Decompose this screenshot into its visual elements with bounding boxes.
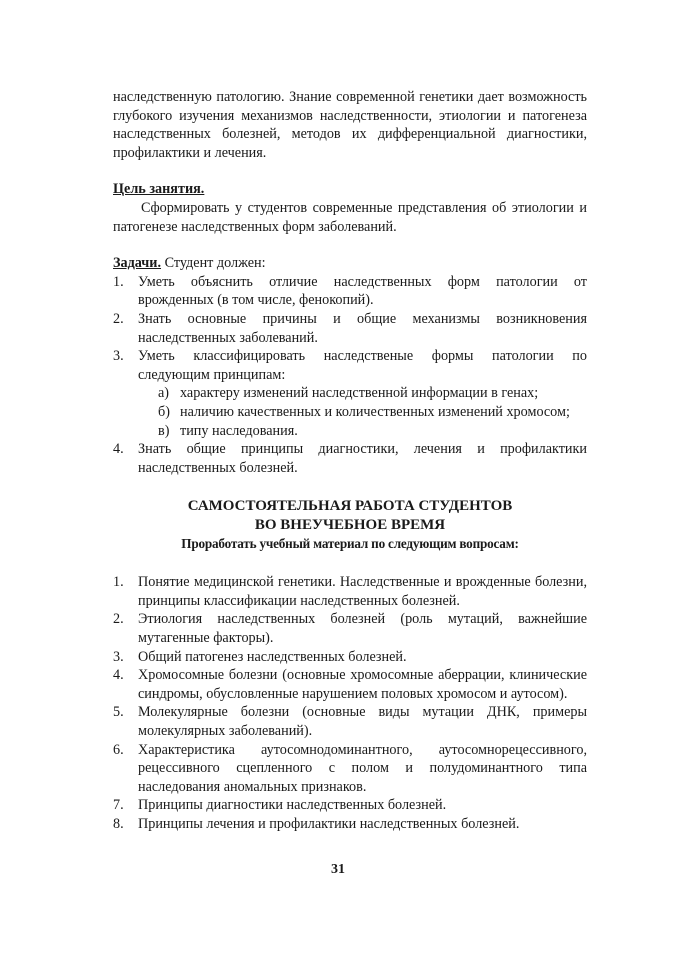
list-item-number: 4. bbox=[113, 667, 124, 684]
list-item-text: Знать основные причины и общие механизмы возникновения наследственных заболеваний. bbox=[138, 310, 587, 346]
goal-label bbox=[113, 180, 587, 199]
list-item-number: 2. bbox=[113, 310, 124, 327]
list-item bbox=[113, 815, 587, 834]
tasks-intro bbox=[113, 254, 587, 273]
list-item-number: 1. bbox=[113, 273, 124, 290]
list-item-text: Этиология наследственных болезней (роль мутаций, важнейшие мутагенные факторы). bbox=[138, 611, 587, 647]
tasks-label: Задачи. bbox=[113, 255, 162, 272]
list-item-number: 1. bbox=[113, 574, 124, 591]
section-heading-line2: ВО ВНЕУЧЕБНОЕ ВРЕМЯ bbox=[254, 517, 446, 534]
list-item-text: Знать общие принципы диагностики, лечения и профилактики наследственных болезней. bbox=[138, 441, 587, 476]
list-item-number: 3. bbox=[113, 348, 124, 365]
list-item-number: 8. bbox=[113, 816, 124, 832]
list-item-text: Принципы диагностики наследственных болезней. bbox=[138, 797, 447, 814]
list-item bbox=[113, 573, 587, 610]
list-item-number: 7. bbox=[113, 797, 124, 814]
section-heading-line1: САМОСТОЯТЕЛЬНАЯ РАБОТА СТУДЕНТОВ bbox=[187, 498, 513, 515]
sublist-item-letter: б) bbox=[158, 403, 170, 420]
page-number: 31 bbox=[331, 862, 345, 877]
list-item-number: 3. bbox=[113, 648, 124, 665]
list-item-number: 2. bbox=[113, 611, 124, 628]
list-item-text: Уметь классифицировать наследственые формы патологии по следующим принципам: bbox=[138, 348, 587, 383]
list-item bbox=[113, 440, 587, 477]
list-item-text: Уметь объяснить отличие наследственных форм патологии от врожденных (в том числе, фенокопий). bbox=[138, 273, 587, 309]
sublist-item bbox=[113, 422, 587, 441]
goal-text: Сформировать у студентов современные представления об этиологии и патогенезе наследственных форм заболеваний. bbox=[113, 199, 587, 235]
tasks-list-continued bbox=[113, 440, 587, 477]
intro-paragraph: наследственную патологию. Знание современной генетики дает возможность глубокого изучения механизмов наследственности, этиологии и патогенеза наследственных болезней, методов их дифференциальной диагностики, профилактики и лечения. bbox=[113, 89, 587, 161]
sublist-item-letter: в) bbox=[158, 422, 170, 439]
sublist-item-text: типу наследования. bbox=[180, 422, 298, 439]
goal-label-text: Цель занятия. bbox=[113, 181, 205, 198]
list-item bbox=[113, 741, 587, 797]
list-item bbox=[113, 310, 587, 347]
list-item-number: 5. bbox=[113, 704, 124, 721]
sublist-item-letter: а) bbox=[158, 385, 170, 402]
tasks-lead: Студент должен: bbox=[164, 255, 266, 272]
list-item-text: Понятие медицинской генетики. Наследственные и врожденные болезни, принципы классификации наследственных болезней. bbox=[138, 574, 587, 609]
sublist-item bbox=[113, 403, 587, 422]
tasks-sublist bbox=[113, 384, 587, 440]
list-item bbox=[113, 666, 587, 703]
sublist-item-text: характеру изменений наследственной информации в генах; bbox=[180, 385, 539, 402]
list-item-number: 4. bbox=[113, 441, 124, 458]
list-item bbox=[113, 347, 587, 384]
section-subheading: Проработать учебный материал по следующим вопросам: bbox=[181, 536, 519, 552]
list-item bbox=[113, 796, 587, 815]
list-item bbox=[113, 273, 587, 310]
list-item-text: Характеристика аутосомнодоминантного, аутосомнорецессивного, рецессивного сцепленного с полом и полудоминантного типа наследования аномальных признаков. bbox=[138, 741, 587, 795]
list-item-number: 6. bbox=[113, 741, 124, 758]
study-questions-list bbox=[113, 573, 587, 833]
list-item-text: Молекулярные болезни (основные виды мутации ДНК, примеры молекулярных заболеваний). bbox=[138, 704, 587, 740]
list-item-text: Общий патогенез наследственных болезней. bbox=[138, 648, 407, 665]
list-item bbox=[113, 610, 587, 647]
page-content bbox=[113, 88, 587, 834]
list-item-text: Хромосомные болезни (основные хромосомные аберрации, клинические синдромы, обусловленные нарушением половых хромосом и аутосом). bbox=[138, 667, 587, 702]
sublist-item-text: наличию качественных и количественных изменений хромосом; bbox=[180, 403, 570, 420]
list-item-text: Принципы лечения и профилактики наследственных болезней. bbox=[138, 816, 520, 832]
list-item bbox=[113, 648, 587, 667]
list-item bbox=[113, 703, 587, 740]
sublist-item bbox=[113, 384, 587, 403]
tasks-list bbox=[113, 273, 587, 385]
